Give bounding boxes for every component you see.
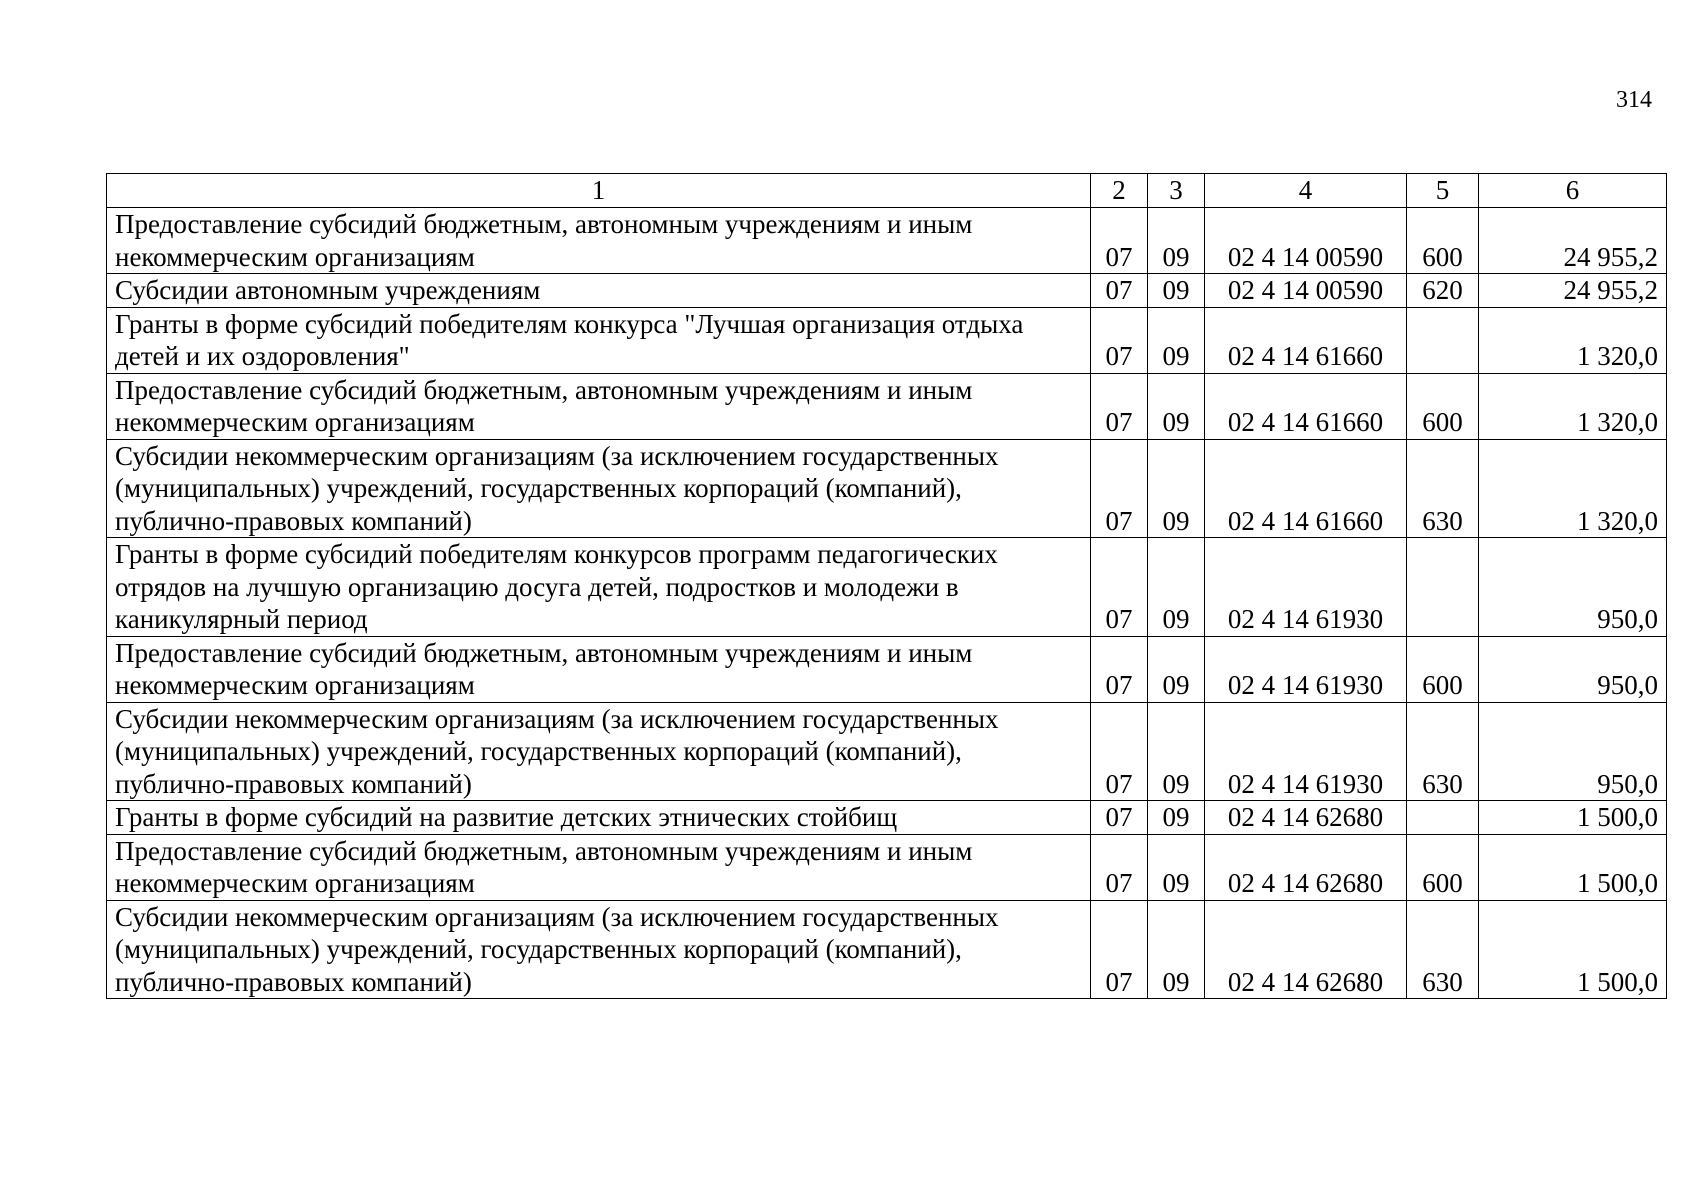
table-row — [107, 373, 1667, 439]
row-expense-type-code: 600 — [1407, 636, 1479, 702]
row-name: Гранты в форме субсидий на развитие детских этнических стойбищ — [107, 801, 1091, 835]
row-amount: 1 320,0 — [1479, 439, 1667, 538]
row-name: Гранты в форме субсидий победителям конкурса "Лучшая организация отдыха детей и их оздоровления" — [107, 307, 1091, 373]
row-name: Субсидии некоммерческим организациям (за исключением государственных (муниципальных) учреждений, государственных корпораций (компаний), публично-правовых компаний) — [107, 702, 1091, 801]
row-expense-type-code — [1407, 538, 1479, 637]
table-row — [107, 307, 1667, 373]
row-amount: 1 500,0 — [1479, 834, 1667, 900]
row-expense-type-code: 630 — [1407, 439, 1479, 538]
row-amount: 1 320,0 — [1479, 373, 1667, 439]
column-header-3: 3 — [1148, 174, 1205, 208]
row-expense-type-code: 600 — [1407, 208, 1479, 274]
row-expense-type-code: 630 — [1407, 900, 1479, 999]
row-amount: 24 955,2 — [1479, 274, 1667, 308]
row-amount: 1 320,0 — [1479, 307, 1667, 373]
row-expense-type-code: 630 — [1407, 702, 1479, 801]
row-amount: 24 955,2 — [1479, 208, 1667, 274]
row-section-code: 07 — [1091, 801, 1148, 835]
row-section-code: 07 — [1091, 834, 1148, 900]
row-name: Гранты в форме субсидий победителям конкурсов программ педагогических отрядов на лучшую организацию досуга детей, подростков и молодежи в каникулярный период — [107, 538, 1091, 637]
row-name: Субсидии некоммерческим организациям (за исключением государственных (муниципальных) учреждений, государственных корпораций (компаний), публично-правовых компаний) — [107, 439, 1091, 538]
column-header-2: 2 — [1091, 174, 1148, 208]
table-row — [107, 801, 1667, 835]
column-header-5: 5 — [1407, 174, 1479, 208]
row-subsection-code: 09 — [1148, 439, 1205, 538]
row-name: Субсидии некоммерческим организациям (за исключением государственных (муниципальных) учреждений, государственных корпораций (компаний), публично-правовых компаний) — [107, 900, 1091, 999]
row-subsection-code: 09 — [1148, 208, 1205, 274]
row-section-code: 07 — [1091, 538, 1148, 637]
row-target-article-code: 02 4 14 61930 — [1205, 636, 1407, 702]
row-amount: 1 500,0 — [1479, 801, 1667, 835]
row-section-code: 07 — [1091, 900, 1148, 999]
row-subsection-code: 09 — [1148, 900, 1205, 999]
table-row — [107, 439, 1667, 538]
row-name: Предоставление субсидий бюджетным, автономным учреждениям и иным некоммерческим организациям — [107, 373, 1091, 439]
table-row — [107, 538, 1667, 637]
row-section-code: 07 — [1091, 702, 1148, 801]
row-section-code: 07 — [1091, 274, 1148, 308]
row-amount: 950,0 — [1479, 538, 1667, 637]
budget-table — [106, 173, 1667, 999]
column-header-6: 6 — [1479, 174, 1667, 208]
row-section-code: 07 — [1091, 636, 1148, 702]
row-amount: 1 500,0 — [1479, 900, 1667, 999]
table-row — [107, 702, 1667, 801]
row-subsection-code: 09 — [1148, 373, 1205, 439]
row-target-article-code: 02 4 14 61660 — [1205, 373, 1407, 439]
row-expense-type-code: 620 — [1407, 274, 1479, 308]
row-subsection-code: 09 — [1148, 636, 1205, 702]
row-expense-type-code: 600 — [1407, 834, 1479, 900]
row-subsection-code: 09 — [1148, 307, 1205, 373]
row-name: Предоставление субсидий бюджетным, автономным учреждениям и иным некоммерческим организациям — [107, 834, 1091, 900]
row-name: Предоставление субсидий бюджетным, автономным учреждениям и иным некоммерческим организациям — [107, 636, 1091, 702]
column-header-1: 1 — [107, 174, 1091, 208]
row-subsection-code: 09 — [1148, 274, 1205, 308]
row-name: Субсидии автономным учреждениям — [107, 274, 1091, 308]
row-section-code: 07 — [1091, 307, 1148, 373]
row-amount: 950,0 — [1479, 702, 1667, 801]
table-header-row — [107, 174, 1667, 208]
row-expense-type-code: 600 — [1407, 373, 1479, 439]
row-target-article-code: 02 4 14 00590 — [1205, 208, 1407, 274]
row-target-article-code: 02 4 14 62680 — [1205, 834, 1407, 900]
page-number: 314 — [1616, 87, 1652, 113]
row-target-article-code: 02 4 14 61930 — [1205, 702, 1407, 801]
row-section-code: 07 — [1091, 439, 1148, 538]
row-section-code: 07 — [1091, 373, 1148, 439]
row-expense-type-code — [1407, 801, 1479, 835]
table-row — [107, 636, 1667, 702]
row-subsection-code: 09 — [1148, 834, 1205, 900]
row-name: Предоставление субсидий бюджетным, автономным учреждениям и иным некоммерческим организациям — [107, 208, 1091, 274]
row-target-article-code: 02 4 14 00590 — [1205, 274, 1407, 308]
row-target-article-code: 02 4 14 61660 — [1205, 439, 1407, 538]
row-target-article-code: 02 4 14 62680 — [1205, 900, 1407, 999]
row-subsection-code: 09 — [1148, 702, 1205, 801]
row-subsection-code: 09 — [1148, 538, 1205, 637]
row-expense-type-code — [1407, 307, 1479, 373]
row-subsection-code: 09 — [1148, 801, 1205, 835]
row-target-article-code: 02 4 14 62680 — [1205, 801, 1407, 835]
table-row — [107, 834, 1667, 900]
row-target-article-code: 02 4 14 61660 — [1205, 307, 1407, 373]
table-row — [107, 274, 1667, 308]
row-section-code: 07 — [1091, 208, 1148, 274]
table-row — [107, 900, 1667, 999]
row-amount: 950,0 — [1479, 636, 1667, 702]
row-target-article-code: 02 4 14 61930 — [1205, 538, 1407, 637]
column-header-4: 4 — [1205, 174, 1407, 208]
table-row — [107, 208, 1667, 274]
